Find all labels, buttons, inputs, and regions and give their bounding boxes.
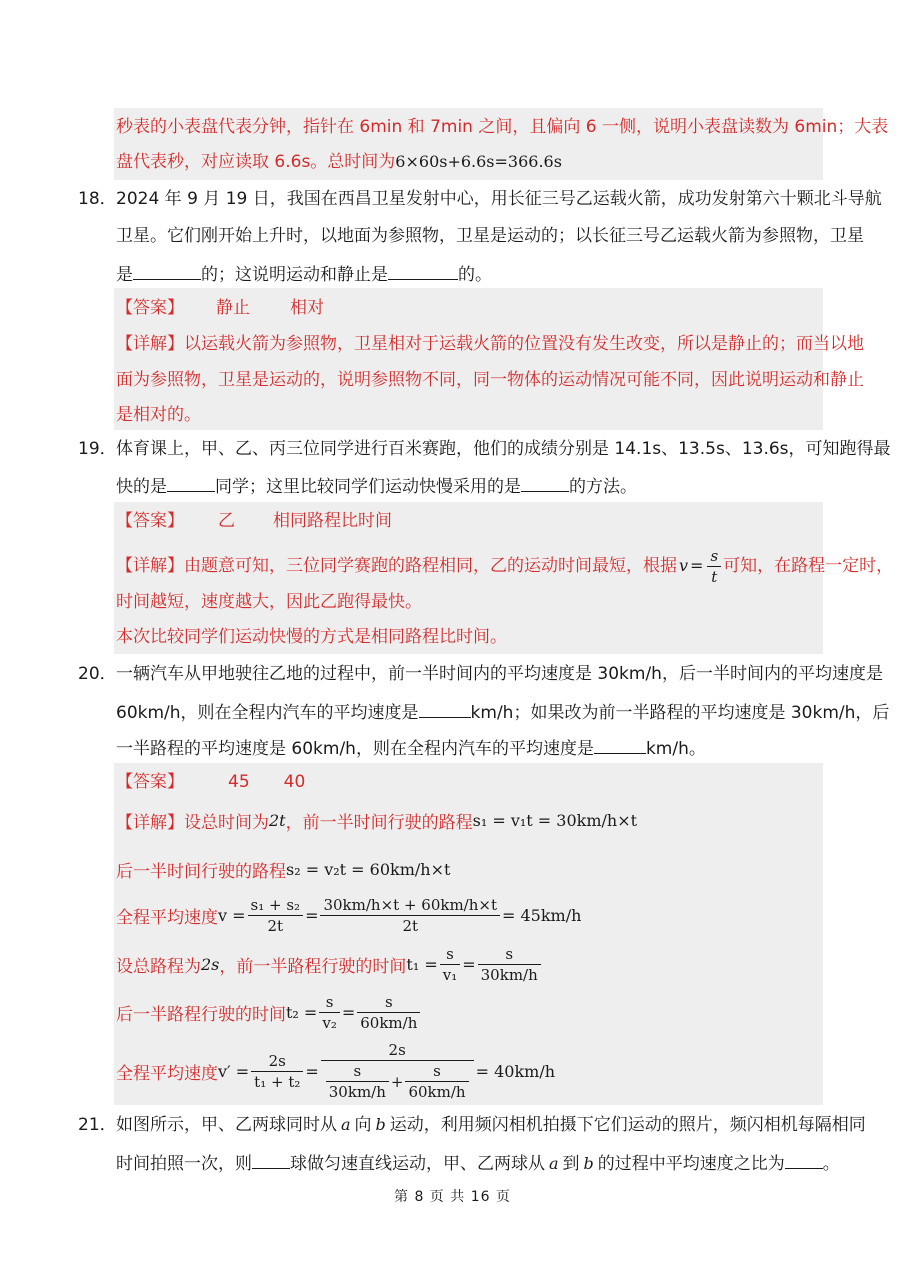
q21-text-b: 向 [354, 1115, 372, 1135]
q20-line-2 [116, 697, 889, 726]
q18-answer-label: 【答案】 [116, 298, 184, 318]
q19-formula-den: t [711, 567, 718, 586]
page-footer: 第 8 页 共 16 页 [394, 1189, 511, 1205]
q21-line-2 [116, 1148, 840, 1177]
q20-d6-inner-fraction-b [405, 1061, 468, 1102]
q20-line-1: 一辆汽车从甲地驶往乙地的过程中，前一半时间内的平均速度是 30km/h，后一半时间内的平均速度是 [116, 664, 883, 684]
q18-answer-1: 静止 [216, 298, 250, 318]
q19-answer-1: 乙 [218, 511, 235, 531]
q19-line-1: 体育课上，甲、乙、丙三位同学进行百米赛跑，他们的成绩分别是 14.1s、13.5s、13.6s，可知跑得最 [116, 439, 891, 459]
q20-d3-fraction-2 [320, 895, 500, 936]
q19-answer-label: 【答案】 [116, 511, 184, 531]
q21-text-c: 运动，利用频闪相机拍摄下它们运动的照片，频闪相机每隔相同 [389, 1115, 866, 1135]
q19-detail-text-a: 【详解】由题意可知，三位同学赛跑的路程相同，乙的运动时间最短，根据 [116, 556, 677, 576]
q20-d6-f2-den [321, 1061, 474, 1102]
q20-d6-f1-den: t₁ + t₂ [254, 1072, 301, 1091]
q20-d4-var: 2s [201, 954, 220, 974]
q20-d4-label2: ，前一半路程行驶的时间 [219, 956, 407, 977]
q19-formula-num: s [707, 546, 721, 567]
q20-text-a: 60km/h，则在全程内汽车的平均速度是 [116, 703, 419, 723]
q19-detail-line-3: 本次比较同学们运动快慢的方式是相同路程比时间。 [116, 627, 507, 647]
q17-detail-text: 盘代表秒，对应读取 6.6s。总时间为 [116, 152, 396, 172]
q20-blank-1 [419, 697, 471, 718]
q20-d4-formula: t₁ = $\frac{s}{\text{v₁}}$ = $\frac{s}{30km/h}$ [406, 944, 542, 985]
q20-answer-1: 45 [228, 772, 250, 792]
q18-answer-line [116, 295, 324, 321]
q18-text-a: 是 [116, 265, 133, 285]
q20-line-3 [116, 733, 706, 762]
q18-detail-line-1: 【详解】以运载火箭为参照物，卫星相对于运载火箭的位置没有发生改变，所以是静止的；而当以地 [116, 334, 864, 354]
q20-d5-label: 后一半路程行驶的时间 [116, 1004, 286, 1025]
q20-answer-2: 40 [283, 772, 306, 792]
q20-detail-line-3 [116, 893, 581, 937]
q20-text-d: km/h。 [645, 739, 706, 759]
q20-d3-f1-den: 2t [267, 916, 284, 935]
q20-d6-plus: + [390, 1072, 404, 1091]
q20-d6-label: 全程平均速度 [116, 1063, 218, 1084]
q21-line-1 [116, 1112, 866, 1138]
q18-line-1: 2024 年 9 月 19 日，我国在西昌卫星发射中心，用长征三号乙运载火箭，成功发射第六十颗北斗导航 [116, 189, 882, 209]
q18-number: 18． [78, 189, 117, 209]
q19-text-c: 的方法。 [569, 477, 637, 497]
q19-formula-fraction [707, 546, 721, 587]
q20-d4-f2-num: s [478, 944, 541, 965]
q20-d6-inner-b-den: 60km/h [408, 1083, 466, 1101]
q19-detail-line-2: 时间越短，速度越大，因此乙跑得最快。 [116, 592, 422, 612]
q19-detail-text-b: 可知，在路程一定时， [723, 556, 894, 576]
q20-d2-formula: s₂ = v₂t = 60km/h×t [286, 860, 451, 879]
q20-d6-result: = 40km/h [475, 1061, 556, 1081]
q20-d4-f1-den: v₁ [442, 965, 458, 984]
q21-text-d: 时间拍照一次，则 [116, 1154, 252, 1174]
q21-var-a: a [341, 1115, 351, 1134]
q20-d5-f1-den: v₂ [322, 1013, 337, 1032]
q20-blank-2 [594, 733, 646, 754]
q19-text-b: 同学；这里比较同学们运动快慢采用的是 [215, 477, 521, 497]
q20-d6-f1-num: 2s [251, 1051, 303, 1072]
q20-d4-fraction-1 [440, 944, 461, 985]
q20-d6-formula: v′ = $\frac{2s}{\text{t₁ + t₂}}$ = 2s $\frac{s}{30km/h}$ + $\frac{s}{60km/h}$ = 40km/h [218, 1041, 556, 1101]
q21-text-g: 的过程中平均速度之比为 [597, 1154, 785, 1174]
q17-total-time-formula: 6×60s+6.6s=366.6s [395, 152, 562, 171]
q19-line-2 [116, 471, 637, 500]
q18-line-3 [116, 259, 492, 288]
q20-d1-label: 【详解】设总时间为 [116, 813, 269, 833]
q20-d4-f1-num: s [440, 944, 461, 965]
q20-d5-fraction-1 [319, 992, 340, 1033]
q20-d3-fraction-1 [248, 895, 304, 936]
q20-answer-label: 【答案】 [116, 772, 184, 792]
q20-d3-lhs: v = [218, 905, 246, 925]
q20-detail-line-4 [116, 942, 543, 986]
q20-d4-label: 设总路程为 [116, 956, 201, 977]
q20-d1-label2: ，前一半时间行驶的路程 [285, 813, 473, 833]
q21-text-h: 。 [822, 1154, 840, 1174]
q21-var-b: b [375, 1115, 386, 1134]
q20-d3-label: 全程平均速度 [116, 907, 218, 928]
q19-blank-1 [167, 471, 215, 492]
q18-detail-line-3: 是相对的。 [116, 405, 201, 425]
q20-d6-inner-fraction-a [326, 1061, 389, 1102]
q18-blank-2 [388, 259, 458, 280]
q20-d1-formula: s₁ = v₁t = 30km/h×t [472, 811, 638, 830]
q20-d3-f1-num: s₁ + s₂ [248, 895, 304, 916]
q21-var-b-2: b [583, 1154, 594, 1173]
q18-detail-line-2: 面为参照物，卫星是运动的，说明参照物不同，同一物体的运动情况可能不同，因此说明运动和静止 [116, 370, 864, 390]
q20-d5-f2-num: s [357, 992, 420, 1013]
q17-detail-line-1: 秒表的小表盘代表分钟，指针在 6min 和 7min 之间，且偏向 6 一侧，说明小表盘读数为 6min；大表 [116, 117, 889, 137]
q20-d1-var: 2t [269, 811, 286, 830]
q20-d5-formula: t₂ = $\frac{s}{\text{v₂}}$ = $\frac{s}{60km/h}$ [286, 992, 422, 1033]
q21-blank-2 [785, 1148, 823, 1169]
q18-text-b: 的；这说明运动和静止是 [201, 265, 388, 285]
q19-formula-eq: = [690, 556, 704, 575]
q20-d3-f2-num: 30km/h×t + 60km/h×t [320, 895, 500, 916]
q20-d6-f2-num: 2s [321, 1040, 474, 1061]
q21-text-f: 到 [562, 1154, 580, 1174]
q20-d6-lhs: v′ = [218, 1061, 250, 1081]
q20-d4-lhs: t₁ = [406, 954, 438, 974]
q20-d3-result: = 45km/h [502, 905, 582, 925]
q21-text-e: 球做匀速直线运动，甲、乙两球从 [290, 1154, 545, 1174]
q21-var-a-2: a [549, 1154, 559, 1173]
q18-line-2: 卫星。它们刚开始上升时，以地面为参照物，卫星是运动的；以长征三号乙运载火箭为参照物，卫星 [116, 226, 864, 246]
q19-number: 19． [78, 439, 117, 459]
q20-d3-formula: v = $\frac{\text{s₁ + s₂}}{2t}$ = $\frac{30km/h\times t + 60km/h\times t}{2t}$ = 45km/h [218, 895, 582, 935]
q20-d2-label: 后一半时间行驶的路程 [116, 862, 286, 882]
q19-answer-line [116, 508, 392, 534]
q20-detail-line-2 [116, 857, 450, 882]
q20-d6-inner-a-den: 30km/h [328, 1083, 386, 1101]
q20-detail-line-1 [116, 808, 637, 833]
q20-d3-f2-den: 2t [402, 916, 419, 935]
q20-answer-line [116, 769, 305, 795]
q18-blank-1 [133, 259, 201, 280]
q17-detail-line-2 [116, 149, 562, 175]
q20-d5-f1-num: s [319, 992, 340, 1013]
q20-d5-lhs: t₂ = [286, 1002, 318, 1022]
q20-text-b: km/h；如果改为前一半路程的平均速度是 30km/h，后 [470, 703, 890, 723]
q21-text-a: 如图所示，甲、乙两球同时从 [116, 1115, 337, 1135]
q20-d5-fraction-2 [357, 992, 420, 1033]
q20-d6-inner-b-num: s [405, 1061, 468, 1082]
q18-text-c: 的。 [458, 265, 492, 285]
q20-detail-line-6 [116, 1040, 555, 1102]
q20-text-c: 一半路程的平均速度是 60km/h，则在全程内汽车的平均速度是 [116, 739, 594, 759]
q21-blank-1 [252, 1148, 290, 1169]
q20-d6-inner-a-num: s [326, 1061, 389, 1082]
q18-answer-2: 相对 [290, 298, 324, 318]
q20-d4-fraction-2 [478, 944, 541, 985]
q19-detail-line-1 [116, 544, 893, 588]
q20-d6-fraction-2 [321, 1040, 474, 1102]
q21-number: 21． [78, 1115, 117, 1135]
q20-detail-line-5 [116, 990, 422, 1034]
q19-formula-v: v [679, 556, 689, 575]
q20-d6-fraction-1 [251, 1051, 303, 1092]
q19-text-a: 快的是 [116, 477, 167, 497]
q20-number: 20． [78, 664, 117, 684]
q19-answer-2: 相同路程比时间 [273, 511, 392, 531]
q20-d5-f2-den: 60km/h [360, 1013, 418, 1032]
q19-blank-2 [521, 471, 569, 492]
q20-d4-f2-den: 30km/h [480, 965, 538, 984]
